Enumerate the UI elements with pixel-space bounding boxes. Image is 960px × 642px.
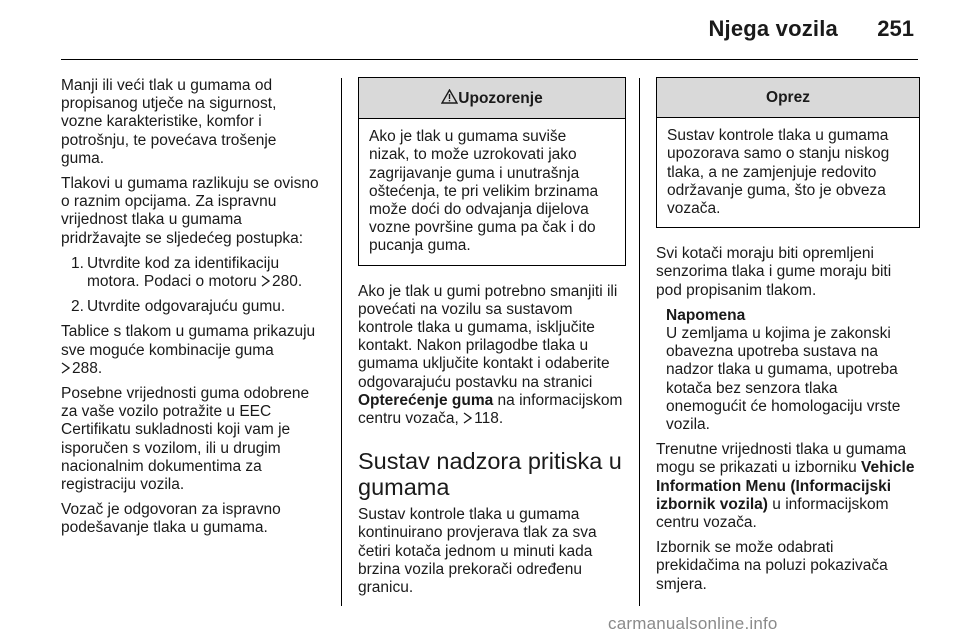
column-3 xyxy=(656,77,920,601)
paragraph: Vozač je odgovoran za ispravno podešavanje tlaka u gumama. xyxy=(61,501,281,537)
header-title: Njega vozila xyxy=(708,16,838,41)
column-divider-2 xyxy=(639,78,640,606)
paragraph: Tlakovi u gumama razlikuju se ovisno o raznim opcijama. Za ispravnu vrijednost tlaka u gumama pridržavajte se sljedećeg postupka: xyxy=(61,175,319,247)
page-reference-link[interactable]: 118. xyxy=(474,410,504,428)
note-title: Napomena xyxy=(666,306,746,324)
paragraph: Sustav kontrole tlaka u gumama kontinuirano provjerava tlak za sva četiri kotača jednom u minuti kada brzina vozila prekorači određenu granicu. xyxy=(358,506,597,597)
menu-term: izbornik vozila) xyxy=(656,495,768,513)
caution-body: Sustav kontrole tlaka u gumama upozorava samo o stanju niskog tlaka, a ne zamjenjuje redovito održavanje guma, što je obveza vozača. xyxy=(667,127,890,218)
column-divider-1 xyxy=(341,78,342,606)
page-number: 251 xyxy=(877,16,914,41)
menu-term: Information Menu (Informacijski xyxy=(656,477,892,495)
caution-header: Oprez xyxy=(657,78,919,118)
header-rule xyxy=(61,59,918,60)
menu-term: Opterećenje guma xyxy=(358,391,494,409)
column-1 xyxy=(61,77,331,545)
paragraph: Svi kotači moraju biti opremljeni senzorima tlaka i gume moraju biti pod propisanim tlakom. xyxy=(656,245,892,299)
paragraph: Izbornik se može odabrati prekidačima na poluzi pokazivača smjera. xyxy=(656,539,888,593)
list-item: 1. Utvrdite kod za identifikaciju motora. Podaci o motoru 280. xyxy=(71,254,303,291)
note: Napomena U zemljama u kojima je zakonski obavezna upotreba sustava na nadzor tlaka u gumama, upotreba kotača bez senzora tlaka onemogućit će homologaciju vrste vozila. xyxy=(666,307,920,434)
page-reference-link[interactable]: 288. xyxy=(72,359,103,377)
watermark: carmanualsonline.info xyxy=(608,614,778,633)
paragraph: Ako je tlak u gumi potrebno smanjiti ili povećati na vozilu sa sustavom kontrole tlaka u gumama, isključite kontakt. Nakon prilagodbe tlaka u gumama uključite kontakt i odaberite odgovarajuću postavku na stranici Opterećenje guma na informacijskom centru vozača, 118. xyxy=(358,282,623,428)
warning-box xyxy=(358,77,626,266)
paragraph: Posebne vrijednosti guma odobrene za vaše vozilo potražite u EEC Certifikatu sukladnosti koji vam je isporučen s vozilom, ili u drugim nacionalnim dokumentima za registraciju vozila. xyxy=(61,385,310,494)
menu-term: Vehicle xyxy=(861,459,915,477)
page-reference-link[interactable]: 280. xyxy=(272,273,303,291)
page-reference-icon xyxy=(463,412,472,424)
caution-box xyxy=(656,77,920,228)
warning-header: Upozorenje xyxy=(359,78,625,119)
warning-body: Ako je tlak u gumama suviše nizak, to može uzrokovati jako zagrijavanje guma i unutrašnja oštećenja, te pri velikim brzinama može doći do odvajanja dijelova vozne površine guma pa čak i do pucanja guma. xyxy=(369,128,599,255)
column-2 xyxy=(358,77,626,604)
page-reference-icon xyxy=(261,275,270,287)
paragraph: Trenutne vrijednosti tlaka u gumama mogu se prikazati u izborniku Vehicle Information Menu (Informacijski izbornik vozila) u informacijskom centru vozača. xyxy=(656,441,920,532)
section-title: Sustav nadzora pritiska u gumama xyxy=(358,448,622,501)
paragraph: Tablice s tlakom u gumama prikazuju sve moguće kombinacije guma 288. xyxy=(61,323,316,377)
paragraph: Manji ili veći tlak u gumama od propisanog utječe na sigurnost, vozne karakteristike, komfor i potrošnju, te povećava trošenje guma. xyxy=(61,77,277,167)
warning-triangle-icon xyxy=(441,89,458,104)
page-reference-icon xyxy=(61,362,70,374)
list-item: 2. Utvrdite odgovarajuću gumu. xyxy=(71,298,286,316)
